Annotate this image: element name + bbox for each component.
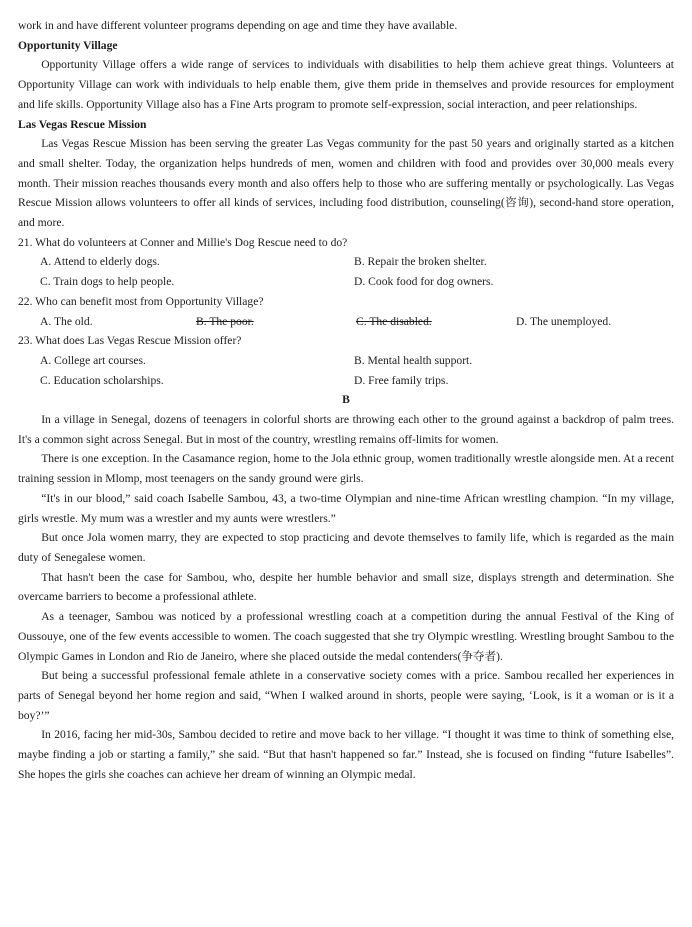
- rescue-mission-text: Las Vegas Rescue Mission has been serving the greater Las Vegas community for the past 50 years and originally started as a kitchen and small shelter. Today, the organization helps hundreds of men, women and children with food and provides over 30,000 meals every month. Their mission reaches thousands every month and also offers help to those who are suffering mentally or psychologically. Las Vegas Rescue Mission allows volunteers to offer all kinds of services, including food distribution, counseling(咨询), second-hand store operation, and more.: [18, 137, 674, 230]
- opportunity-village-heading: Opportunity Village: [18, 38, 118, 52]
- passage-paragraph-8: In 2016, facing her mid-30s, Sambou decided to retire and move back to her village. “I thought it was time to think of something else, maybe finding a job or starting a family,” she said. “But that hasn't happened so far.” Instead, she is focused on finding “future Isabelles”. She hopes the girls she coaches can achieve her dream of winning an Olympic medal.: [18, 728, 674, 781]
- question-options: [18, 312, 674, 332]
- opportunity-village-text: Opportunity Village offers a wide range of services to individuals with disabilities to help them achieve great things. Volunteers at Opportunity Village can work with individuals to help enable them, give them pride in themselves and provide resources for employment and life skills. Opportunity Village also has a Fine Arts program to promote self-expression, social interaction, and peer relationships.: [18, 58, 674, 111]
- option-b: B. The poor.: [196, 314, 254, 328]
- question-21: [18, 233, 674, 292]
- question-options: [18, 351, 674, 390]
- question-stem: 21. What do volunteers at Conner and Millie's Dog Rescue need to do?: [18, 235, 348, 249]
- question-stem: 23. What does Las Vegas Rescue Mission offer?: [18, 334, 242, 348]
- option-c: C. The disabled.: [356, 314, 432, 328]
- passage-paragraph-2: There is one exception. In the Casamance region, home to the Jola ethnic group, women traditionally wrestle alongside men. At a recent training session in Mlomp, most teenagers on the sandy ground were girls.: [18, 452, 674, 486]
- option-d: D. Free family trips.: [354, 373, 449, 387]
- question-23: [18, 331, 674, 390]
- section-b-label: B: [342, 393, 350, 407]
- question-22: [18, 292, 674, 331]
- rescue-mission-heading: Las Vegas Rescue Mission: [18, 117, 147, 131]
- passage-paragraph-3: “It's in our blood,” said coach Isabelle Sambou, 43, a two-time Olympian and nine-time African wrestling champion. “In my village, girls wrestle. My mum was a wrestler and my aunts were wrestlers.”: [18, 491, 674, 525]
- passage-paragraph-6: As a teenager, Sambou was noticed by a professional wrestling coach at a competition during the annual Festival of the King of Oussouye, one of the few events accessible to women. The coach suggested that she try Olympic wrestling. Wrestling brought Sambou to the Olympic Games in London and Rio de Janeiro, where she placed outside the medal contenders(争夺者).: [18, 610, 674, 663]
- option-d: D. The unemployed.: [516, 314, 612, 328]
- option-a: A. Attend to elderly dogs.: [40, 255, 160, 269]
- passage-paragraph-5: That hasn't been the case for Sambou, who, despite her humble behavior and small size, displays strength and determination. She overcame barriers to become a professional athlete.: [18, 570, 674, 604]
- passage-paragraph-4: But once Jola women marry, they are expected to stop practicing and devote themselves to family life, which is regarded as the main duty of Senegalese women.: [18, 531, 674, 564]
- question-options: [18, 252, 674, 291]
- option-a: A. The old.: [40, 314, 93, 328]
- option-d: D. Cook food for dog owners.: [354, 275, 494, 289]
- intro-tail-text: work in and have different volunteer programs depending on age and time they have available.: [18, 19, 458, 32]
- question-stem: 22. Who can benefit most from Opportunity Village?: [18, 294, 264, 308]
- option-b: B. Mental health support.: [354, 353, 473, 367]
- passage-paragraph-7: But being a successful professional female athlete in a conservative society comes with a price. Sambou recalled her experiences in parts of Senegal beyond her home region and said, “When I walked around in shorts, people were saying, ‘Look, is it a woman or is it a boy?’”: [18, 669, 674, 722]
- option-c: C. Train dogs to help people.: [40, 275, 175, 289]
- passage-paragraph-1: In a village in Senegal, dozens of teenagers in colorful shorts are throwing each other to the ground against a backdrop of palm trees. It's a common sight across Senegal. But in most of the country, wrestling remains off-limits for women.: [18, 413, 674, 446]
- option-b: B. Repair the broken shelter.: [354, 255, 487, 269]
- option-c: C. Education scholarships.: [40, 373, 164, 387]
- option-a: A. College art courses.: [40, 353, 146, 367]
